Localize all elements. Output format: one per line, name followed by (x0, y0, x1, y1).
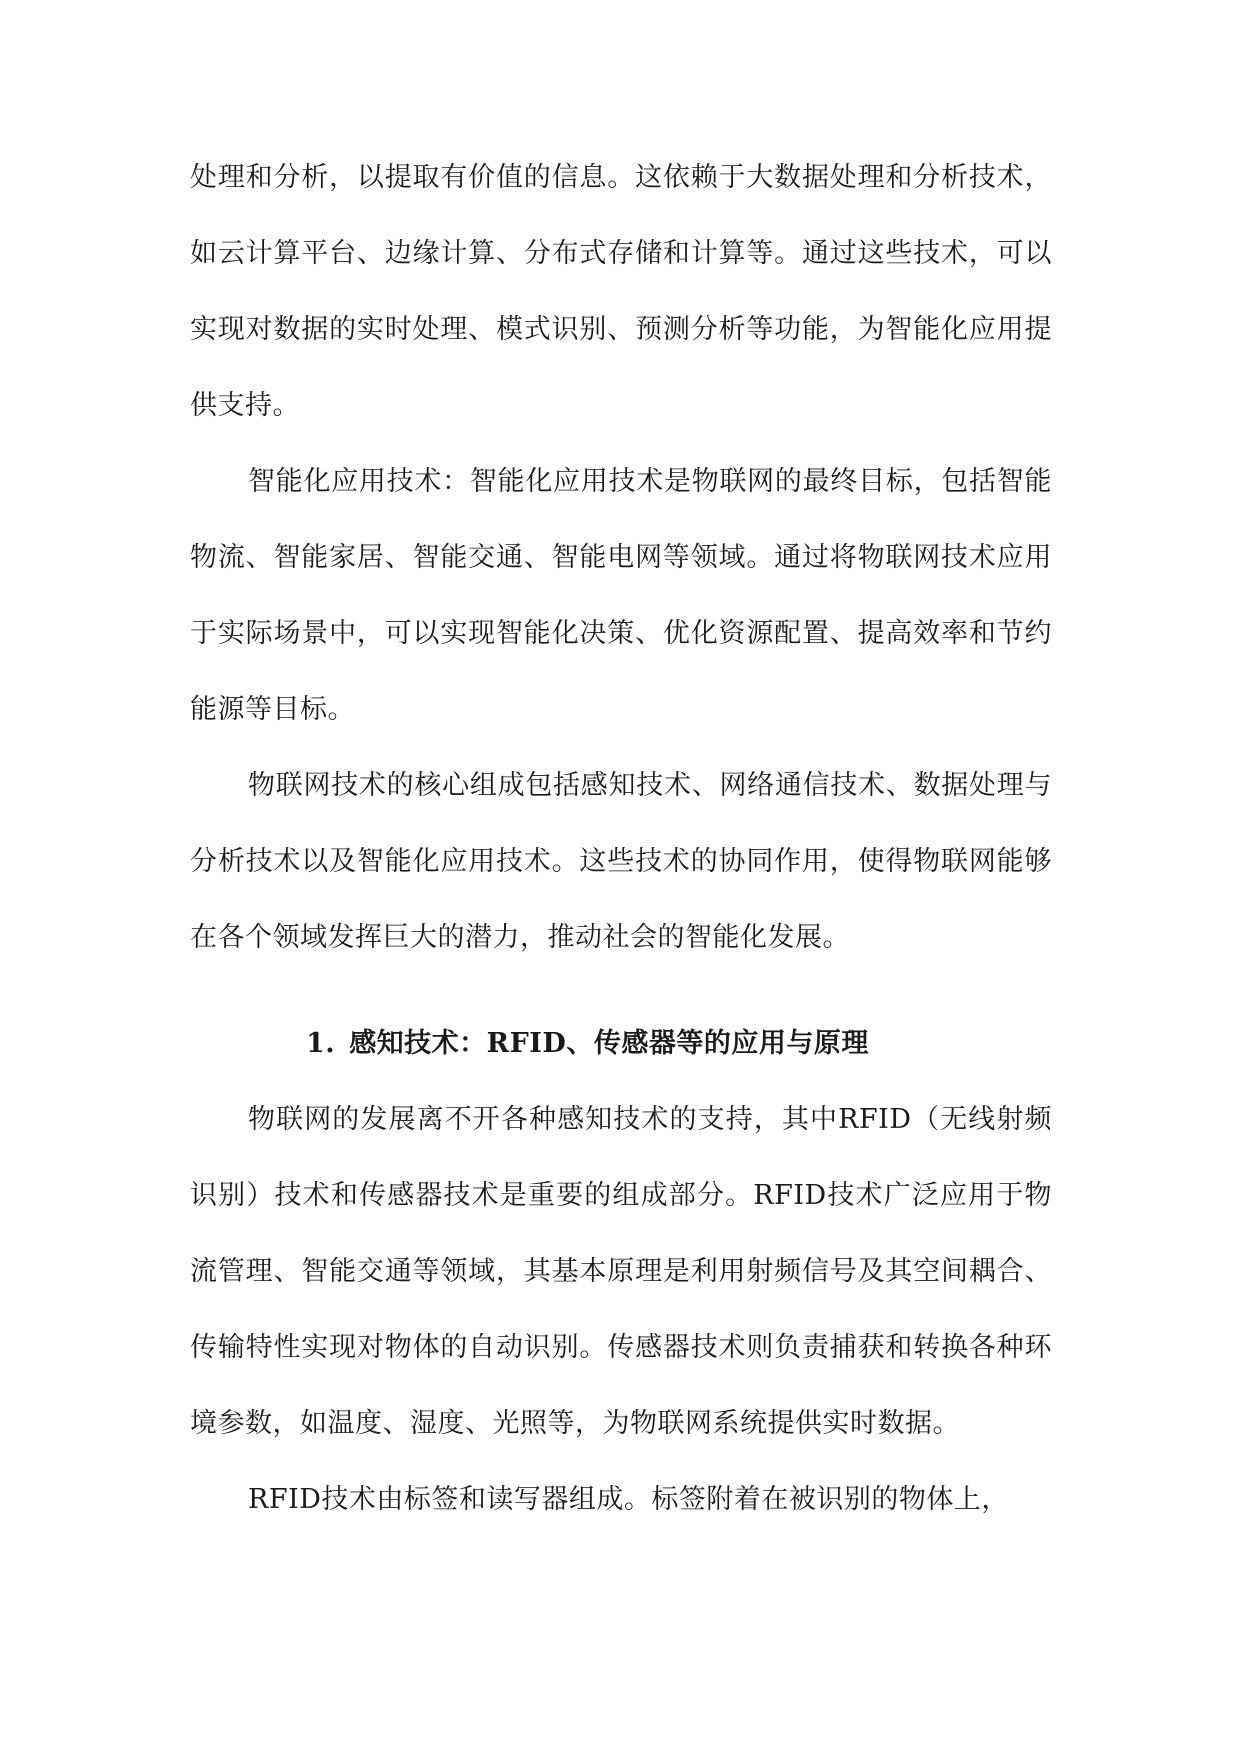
paragraph-sensing-technology: 物联网的发展离不开各种感知技术的支持，其中RFID（无线射频识别）技术和传感器技术是重要的组成部分。RFID技术广泛应用于物流管理、智能交通等领域，其基本原理是利用射频信号及其空间耦合、传输特性实现对物体的自动识别。传感器技术则负责捕获和转换各种环境参数，如温度、湿度、光照等，为物联网系统提供实时数据。 (190, 1104, 1052, 1439)
section-number: 1. (306, 1028, 336, 1059)
paragraph-data-processing: 处理和分析，以提取有价值的信息。这依赖于大数据处理和分析技术，如云计算平台、边缘计算、分布式存储和计算等。通过这些技术，可以实现对数据的实时处理、模式识别、预测分析等功能，为智能化应用提供支持。 (190, 162, 1052, 421)
paragraph-iot-core-summary: 物联网技术的核心组成包括感知技术、网络通信技术、数据处理与分析技术以及智能化应用技术。这些技术的协同作用，使得物联网能够在各个领域发挥巨大的潜力，推动社会的智能化发展。 (190, 770, 1052, 953)
section-title: 感知技术：RFID、传感器等的应用与原理 (349, 1028, 869, 1059)
document-body (190, 140, 1052, 1538)
paragraph-rfid-composition: RFID技术由标签和读写器组成。标签附着在被识别的物体上， (248, 1484, 1009, 1515)
section-heading (190, 1006, 1052, 1082)
paragraph-intelligent-application: 智能化应用技术：智能化应用技术是物联网的最终目标，包括智能物流、智能家居、智能交通、智能电网等领域。通过将物联网技术应用于实际场景中，可以实现智能化决策、优化资源配置、提高效率和节约能源等目标。 (190, 466, 1052, 725)
